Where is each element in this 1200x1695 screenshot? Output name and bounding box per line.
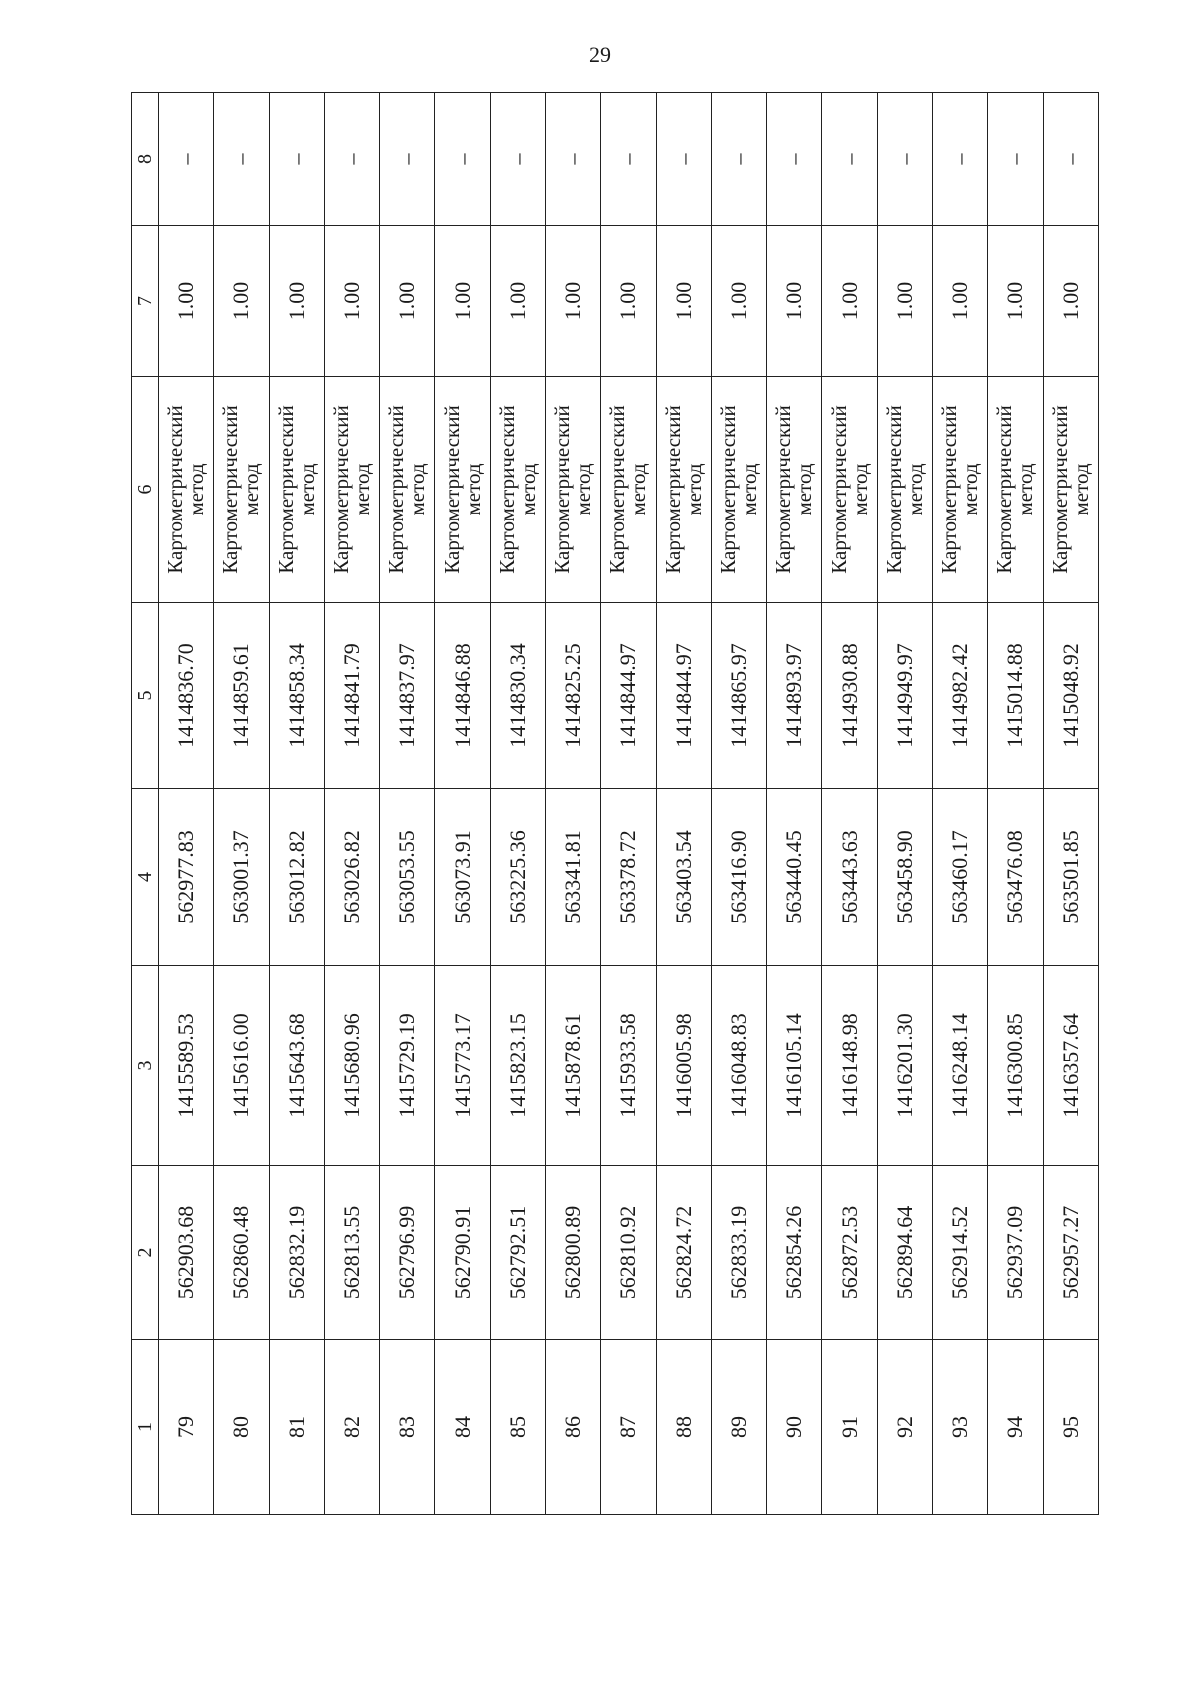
y2-coordinate-cell: 1414982.42	[932, 603, 987, 789]
note-cell: –	[490, 93, 545, 226]
y-coordinate-cell: 1416248.14	[932, 966, 987, 1166]
method-cell: Картометрический метод	[380, 377, 435, 603]
y-coordinate-cell: 1416357.64	[1043, 966, 1099, 1166]
accuracy-cell: 1.00	[324, 226, 379, 377]
table-row	[822, 93, 877, 1515]
x2-coordinate-cell: 563403.54	[656, 789, 711, 966]
method-cell: Картометрический метод	[435, 377, 490, 603]
note-cell: –	[932, 93, 987, 226]
note-cell: –	[214, 93, 269, 226]
point-number-cell: 89	[711, 1340, 766, 1515]
y-coordinate-cell: 1416300.85	[988, 966, 1043, 1166]
coordinates-table	[131, 92, 1099, 1515]
y2-coordinate-cell: 1414830.34	[490, 603, 545, 789]
table-row	[380, 93, 435, 1515]
y-coordinate-cell: 1415933.58	[601, 966, 656, 1166]
column-header: 7	[132, 226, 159, 377]
accuracy-cell: 1.00	[269, 226, 324, 377]
accuracy-cell: 1.00	[877, 226, 932, 377]
note-cell: –	[435, 93, 490, 226]
y-coordinate-cell: 1416005.98	[656, 966, 711, 1166]
y2-coordinate-cell: 1414858.34	[269, 603, 324, 789]
point-number-cell: 80	[214, 1340, 269, 1515]
y2-coordinate-cell: 1415014.88	[988, 603, 1043, 789]
x-coordinate-cell: 562832.19	[269, 1166, 324, 1340]
table-row	[435, 93, 490, 1515]
accuracy-cell: 1.00	[1043, 226, 1099, 377]
point-number-cell: 82	[324, 1340, 379, 1515]
method-cell: Картометрический метод	[545, 377, 600, 603]
x-coordinate-cell: 562790.91	[435, 1166, 490, 1340]
accuracy-cell: 1.00	[545, 226, 600, 377]
x2-coordinate-cell: 563416.90	[711, 789, 766, 966]
x2-coordinate-cell: 563053.55	[380, 789, 435, 966]
x-coordinate-cell: 562903.68	[159, 1166, 214, 1340]
accuracy-cell: 1.00	[159, 226, 214, 377]
point-number-cell: 93	[932, 1340, 987, 1515]
method-cell: Картометрический метод	[159, 377, 214, 603]
point-number-cell: 88	[656, 1340, 711, 1515]
table-row	[877, 93, 932, 1515]
method-cell: Картометрический метод	[214, 377, 269, 603]
column-header: 8	[132, 93, 159, 226]
x-coordinate-cell: 562860.48	[214, 1166, 269, 1340]
x-coordinate-cell: 562810.92	[601, 1166, 656, 1340]
x-coordinate-cell: 562813.55	[324, 1166, 379, 1340]
y-coordinate-cell: 1416048.83	[711, 966, 766, 1166]
y2-coordinate-cell: 1414837.97	[380, 603, 435, 789]
page-number: 29	[589, 42, 611, 67]
y-coordinate-cell: 1416148.98	[822, 966, 877, 1166]
y2-coordinate-cell: 1414841.79	[324, 603, 379, 789]
x2-coordinate-cell: 563341.81	[545, 789, 600, 966]
table-row	[214, 93, 269, 1515]
accuracy-cell: 1.00	[988, 226, 1043, 377]
note-cell: –	[380, 93, 435, 226]
method-cell: Картометрический метод	[601, 377, 656, 603]
y-coordinate-cell: 1415616.00	[214, 966, 269, 1166]
note-cell: –	[822, 93, 877, 226]
y2-coordinate-cell: 1414859.61	[214, 603, 269, 789]
point-number-cell: 83	[380, 1340, 435, 1515]
y2-coordinate-cell: 1414844.97	[601, 603, 656, 789]
x-coordinate-cell: 562872.53	[822, 1166, 877, 1340]
x2-coordinate-cell: 563460.17	[932, 789, 987, 966]
y-coordinate-cell: 1415589.53	[159, 966, 214, 1166]
note-cell: –	[988, 93, 1043, 226]
y-coordinate-cell: 1415773.17	[435, 966, 490, 1166]
x2-coordinate-cell: 562977.83	[159, 789, 214, 966]
x-coordinate-cell: 562792.51	[490, 1166, 545, 1340]
accuracy-cell: 1.00	[490, 226, 545, 377]
note-cell: –	[159, 93, 214, 226]
y-coordinate-cell: 1415823.15	[490, 966, 545, 1166]
y2-coordinate-cell: 1414930.88	[822, 603, 877, 789]
y2-coordinate-cell: 1414949.97	[877, 603, 932, 789]
accuracy-cell: 1.00	[380, 226, 435, 377]
y-coordinate-cell: 1416105.14	[767, 966, 822, 1166]
x2-coordinate-cell: 563225.36	[490, 789, 545, 966]
point-number-cell: 92	[877, 1340, 932, 1515]
header-row	[132, 93, 159, 1515]
x2-coordinate-cell: 563001.37	[214, 789, 269, 966]
point-number-cell: 87	[601, 1340, 656, 1515]
note-cell: –	[767, 93, 822, 226]
table-row	[324, 93, 379, 1515]
y-coordinate-cell: 1415878.61	[545, 966, 600, 1166]
accuracy-cell: 1.00	[656, 226, 711, 377]
accuracy-cell: 1.00	[711, 226, 766, 377]
method-cell: Картометрический метод	[656, 377, 711, 603]
method-cell: Картометрический метод	[877, 377, 932, 603]
table-body	[159, 93, 1099, 1515]
x2-coordinate-cell: 563440.45	[767, 789, 822, 966]
note-cell: –	[711, 93, 766, 226]
method-cell: Картометрический метод	[822, 377, 877, 603]
y2-coordinate-cell: 1414825.25	[545, 603, 600, 789]
table-row	[1043, 93, 1099, 1515]
note-cell: –	[601, 93, 656, 226]
note-cell: –	[324, 93, 379, 226]
point-number-cell: 81	[269, 1340, 324, 1515]
accuracy-cell: 1.00	[435, 226, 490, 377]
column-header: 5	[132, 603, 159, 789]
y2-coordinate-cell: 1414846.88	[435, 603, 490, 789]
table-row	[932, 93, 987, 1515]
point-number-cell: 95	[1043, 1340, 1099, 1515]
accuracy-cell: 1.00	[822, 226, 877, 377]
table-row	[656, 93, 711, 1515]
column-header: 3	[132, 966, 159, 1166]
column-header: 2	[132, 1166, 159, 1340]
point-number-cell: 79	[159, 1340, 214, 1515]
accuracy-cell: 1.00	[767, 226, 822, 377]
method-cell: Картометрический метод	[767, 377, 822, 603]
x-coordinate-cell: 562854.26	[767, 1166, 822, 1340]
point-number-cell: 84	[435, 1340, 490, 1515]
y-coordinate-cell: 1415729.19	[380, 966, 435, 1166]
note-cell: –	[545, 93, 600, 226]
x-coordinate-cell: 562914.52	[932, 1166, 987, 1340]
column-header: 1	[132, 1340, 159, 1515]
method-cell: Картометрический метод	[490, 377, 545, 603]
table-row	[490, 93, 545, 1515]
y-coordinate-cell: 1416201.30	[877, 966, 932, 1166]
method-cell: Картометрический метод	[988, 377, 1043, 603]
method-cell: Картометрический метод	[1043, 377, 1099, 603]
x-coordinate-cell: 562957.27	[1043, 1166, 1099, 1340]
x2-coordinate-cell: 563073.91	[435, 789, 490, 966]
y2-coordinate-cell: 1414844.97	[656, 603, 711, 789]
x-coordinate-cell: 562833.19	[711, 1166, 766, 1340]
accuracy-cell: 1.00	[601, 226, 656, 377]
x-coordinate-cell: 562894.64	[877, 1166, 932, 1340]
table-row	[601, 93, 656, 1515]
table-row	[269, 93, 324, 1515]
y2-coordinate-cell: 1414836.70	[159, 603, 214, 789]
point-number-cell: 86	[545, 1340, 600, 1515]
method-cell: Картометрический метод	[324, 377, 379, 603]
point-number-cell: 94	[988, 1340, 1043, 1515]
x-coordinate-cell: 562937.09	[988, 1166, 1043, 1340]
accuracy-cell: 1.00	[214, 226, 269, 377]
x2-coordinate-cell: 563501.85	[1043, 789, 1099, 966]
method-cell: Картометрический метод	[269, 377, 324, 603]
point-number-cell: 85	[490, 1340, 545, 1515]
x-coordinate-cell: 562796.99	[380, 1166, 435, 1340]
x2-coordinate-cell: 563443.63	[822, 789, 877, 966]
x2-coordinate-cell: 563378.72	[601, 789, 656, 966]
note-cell: –	[1043, 93, 1099, 226]
point-number-cell: 90	[767, 1340, 822, 1515]
x-coordinate-cell: 562800.89	[545, 1166, 600, 1340]
method-cell: Картометрический метод	[932, 377, 987, 603]
y2-coordinate-cell: 1415048.92	[1043, 603, 1099, 789]
point-number-cell: 91	[822, 1340, 877, 1515]
table-row	[545, 93, 600, 1515]
x-coordinate-cell: 562824.72	[656, 1166, 711, 1340]
table-row	[767, 93, 822, 1515]
x2-coordinate-cell: 563012.82	[269, 789, 324, 966]
x2-coordinate-cell: 563476.08	[988, 789, 1043, 966]
rotated-table-container	[131, 93, 1099, 1515]
method-cell: Картометрический метод	[711, 377, 766, 603]
note-cell: –	[877, 93, 932, 226]
accuracy-cell: 1.00	[932, 226, 987, 377]
y-coordinate-cell: 1415643.68	[269, 966, 324, 1166]
column-header: 6	[132, 377, 159, 603]
note-cell: –	[656, 93, 711, 226]
table-row	[159, 93, 214, 1515]
column-header: 4	[132, 789, 159, 966]
x2-coordinate-cell: 563026.82	[324, 789, 379, 966]
x2-coordinate-cell: 563458.90	[877, 789, 932, 966]
table-row	[711, 93, 766, 1515]
note-cell: –	[269, 93, 324, 226]
y2-coordinate-cell: 1414893.97	[767, 603, 822, 789]
table-row	[988, 93, 1043, 1515]
y-coordinate-cell: 1415680.96	[324, 966, 379, 1166]
y2-coordinate-cell: 1414865.97	[711, 603, 766, 789]
